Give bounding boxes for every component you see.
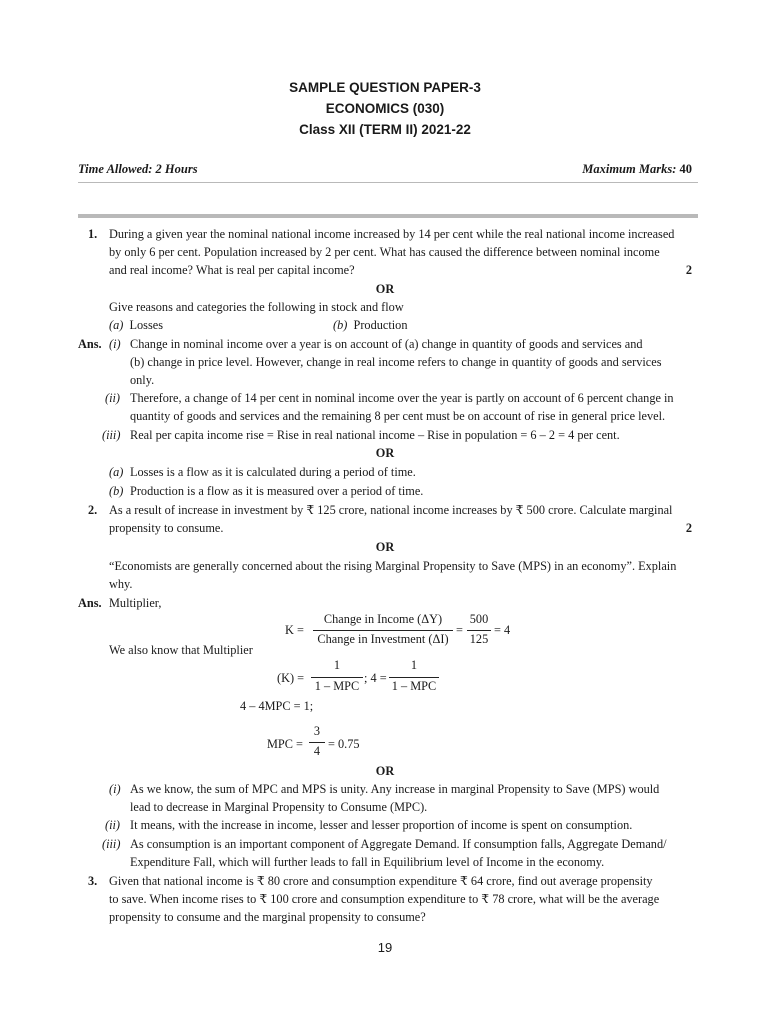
mpc-fraction-bar <box>309 742 325 743</box>
paper-title: SAMPLE QUESTION PAPER-3 <box>289 80 481 95</box>
q2-point-iii-line2: Expenditure Fall, which will further leads to fall in Equilibrium level of Income in the economy. <box>130 855 605 869</box>
q1-ans-a-label: (a) <box>109 465 124 479</box>
time-allowed: Time Allowed: 2 Hours <box>78 162 198 176</box>
k2-fraction-bar-2 <box>389 677 439 678</box>
k2-numerator: 1 <box>333 658 341 672</box>
q1-ans-b-text: Production is a flow as it is measured over a period of time. <box>130 484 424 498</box>
q1-ans-i-line2: (b) change in price level. However, change in real income refers to change in quantity of goods and services <box>130 355 662 369</box>
q2-point-ii-label: (ii) <box>105 818 121 832</box>
q1-line3: and real income? What is real per capital income? <box>109 263 355 277</box>
k2-denominator: 1 – MPC <box>314 679 360 693</box>
q1-ans-i-label: (i) <box>109 337 121 351</box>
q2-line1: As a result of increase in investment by ₹ 125 crore, national income increases by ₹ 500 crore. Calculate marginal <box>109 503 673 517</box>
k-denominator-2: 125 <box>469 632 489 646</box>
k-numerator-2: 500 <box>469 612 489 626</box>
k-result: = 4 <box>494 623 511 637</box>
q3-line2: to save. When income rises to ₹ 100 crore and consumption expenditure to ₹ 78 crore, what will be the average <box>109 892 660 906</box>
q1-or: OR <box>375 282 395 296</box>
class-title: Class XII (TERM II) 2021-22 <box>299 122 471 137</box>
k2-denominator-2: 1 – MPC <box>391 679 437 693</box>
k2-mid: ; 4 = <box>364 671 387 685</box>
q2-alt-line2: why. <box>109 577 133 591</box>
q1-option-a-text: Losses <box>129 318 163 332</box>
q1-ans-ii-label: (ii) <box>105 391 121 405</box>
q1-ans-iii-label: (iii) <box>102 428 121 442</box>
mpc-numerator: 3 <box>313 724 321 738</box>
q1-line1: During a given year the nominal national income increased by 14 per cent while the real national income increased <box>109 227 675 241</box>
q2-line2: propensity to consume. <box>109 521 224 535</box>
k-numerator: Change in Income (ΔY) <box>323 612 443 626</box>
section-rule <box>78 214 698 218</box>
k-fraction-bar <box>313 630 453 631</box>
q2-number: 2. <box>88 503 98 517</box>
k2-fraction-bar <box>311 677 363 678</box>
q2-point-i-line1: As we know, the sum of MPC and MPS is unity. Any increase in marginal Propensity to Save (MPS) would <box>130 782 660 796</box>
also-know-text: We also know that Multiplier <box>109 643 253 657</box>
q1-number: 1. <box>88 227 98 241</box>
q1-line2: by only 6 per cent. Population increased by 2 per cent. What has caused the difference between nominal income <box>109 245 660 259</box>
eq-4-4mpc: 4 – 4MPC = 1; <box>240 699 314 713</box>
maximum-marks-label: Maximum Marks: <box>582 162 677 176</box>
q2-point-ii-line1: It means, with the increase in income, lesser and lesser proportion of income is spent on consumption. <box>130 818 633 832</box>
q1-ans-ii-line2: quantity of goods and services and the remaining 8 per cent must be on account of rise in general price level. <box>130 409 666 423</box>
q2-ans-label: Ans. <box>78 596 102 610</box>
q3-line1: Given that national income is ₹ 80 crore and consumption expenditure ₹ 64 crore, find out average propensity <box>109 874 653 888</box>
k2-numerator-2: 1 <box>410 658 418 672</box>
q1-alt-question: Give reasons and categories the following in stock and flow <box>109 300 404 314</box>
q1-ans-i-line1: Change in nominal income over a year is on account of (a) change in quantity of goods and services and <box>130 337 643 351</box>
q1-option-b-text: Production <box>353 318 408 332</box>
q2-or-2: OR <box>375 764 395 778</box>
q3-number: 3. <box>88 874 98 888</box>
page-number: 19 <box>377 940 393 955</box>
q2-alt-line1: “Economists are generally concerned about the rising Marginal Propensity to Save (MPS) in an economy”. Explain <box>109 559 677 573</box>
q1-ans-ii-line1: Therefore, a change of 14 per cent in nominal income over the year is partly on account of 6 percent change in <box>130 391 674 405</box>
q3-line3: propensity to consume and the marginal propensity to consume? <box>109 910 426 924</box>
q1-option-a <box>109 316 163 334</box>
k-fraction-bar-2 <box>467 630 491 631</box>
maximum-marks <box>582 162 692 177</box>
q2-point-i-line2: lead to decrease in Marginal Propensity to Consume (MPC). <box>130 800 428 814</box>
q1-ans-a-text: Losses is a flow as it is calculated during a period of time. <box>130 465 416 479</box>
q2-point-iii-label: (iii) <box>102 837 121 851</box>
q1-option-a-label: (a) <box>109 318 124 332</box>
q2-ans-intro: Multiplier, <box>109 596 162 610</box>
q2-point-iii-line1: As consumption is an important component of Aggregate Demand. If consumption falls, Aggregate Demand/ <box>130 837 667 851</box>
q1-option-b-label: (b) <box>333 318 348 332</box>
q1-ans-i-line3: only. <box>130 373 155 387</box>
k-equals: K = <box>285 623 304 637</box>
q1-ans-b-label: (b) <box>109 484 124 498</box>
mpc-denominator: 4 <box>313 744 321 758</box>
q2-marks: 2 <box>685 521 692 535</box>
q2-point-i-label: (i) <box>109 782 121 796</box>
k-denominator: Change in Investment (ΔI) <box>317 632 449 646</box>
q1-or-2: OR <box>375 446 395 460</box>
q1-option-b <box>333 316 407 334</box>
subject-title: ECONOMICS (030) <box>325 101 445 116</box>
q1-ans-label: Ans. <box>78 337 102 351</box>
q2-or: OR <box>375 540 395 554</box>
k-equals-2: = <box>456 623 463 637</box>
mpc-result: = 0.75 <box>328 737 360 751</box>
maximum-marks-value: 40 <box>679 162 692 176</box>
q1-ans-iii-line1: Real per capita income rise = Rise in real national income – Rise in population = 6 – 2 = 4 per cent. <box>130 428 620 442</box>
k2-lhs: (K) = <box>277 671 305 685</box>
header-rule <box>78 182 698 183</box>
mpc-lhs: MPC = <box>267 737 303 751</box>
q1-marks: 2 <box>685 263 692 277</box>
